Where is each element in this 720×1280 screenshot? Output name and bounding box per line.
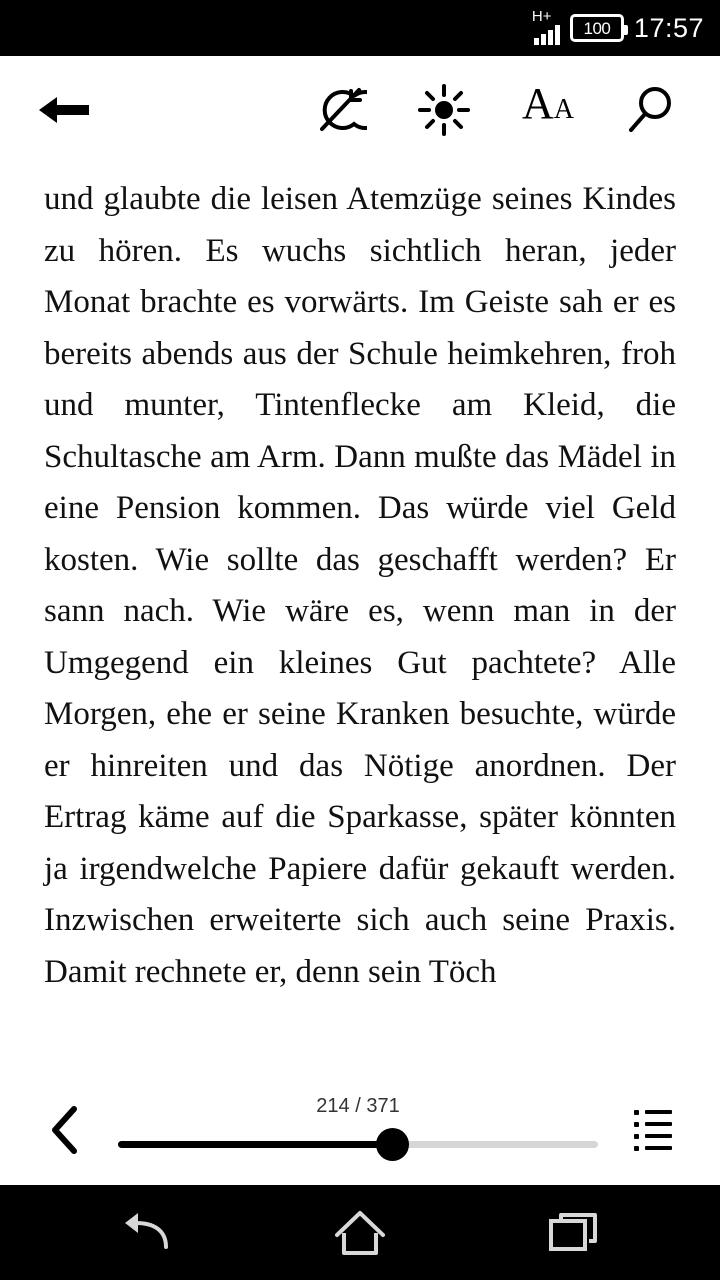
slider-track[interactable] bbox=[118, 1141, 598, 1148]
slider-thumb[interactable] bbox=[376, 1128, 409, 1161]
network-type-label: H+ bbox=[531, 8, 552, 25]
brightness-icon[interactable] bbox=[416, 82, 472, 138]
page-slider[interactable] bbox=[118, 1095, 598, 1165]
font-size-icon-large-a: A bbox=[521, 79, 554, 128]
nav-home-icon[interactable] bbox=[315, 1198, 405, 1268]
nav-recents-icon[interactable] bbox=[528, 1198, 618, 1268]
toolbar-left bbox=[36, 82, 92, 138]
reader-toolbar bbox=[0, 56, 720, 164]
toolbar-actions bbox=[312, 79, 680, 138]
toc-icon-lines bbox=[634, 1110, 672, 1151]
table-of-contents-icon[interactable] bbox=[624, 1100, 682, 1160]
reader-bottom-bar bbox=[0, 1075, 720, 1185]
slider-fill bbox=[118, 1141, 392, 1148]
previous-page-icon[interactable] bbox=[38, 1100, 92, 1160]
network-status bbox=[531, 8, 560, 45]
status-clock: 17:57 bbox=[633, 12, 704, 43]
nav-back-icon[interactable] bbox=[102, 1198, 192, 1268]
signal-bars-icon bbox=[534, 23, 560, 45]
font-size-icon-small-a: A bbox=[553, 94, 574, 125]
font-size-icon[interactable] bbox=[520, 79, 576, 138]
battery-level-label: 100 bbox=[583, 18, 611, 38]
status-bar bbox=[0, 0, 720, 56]
book-page[interactable] bbox=[0, 164, 720, 1075]
search-icon[interactable] bbox=[624, 82, 680, 138]
back-arrow-icon[interactable] bbox=[36, 82, 92, 138]
android-nav-bar bbox=[0, 1185, 720, 1280]
page-indicator: 214 / 371 bbox=[316, 1095, 400, 1117]
status-bar-right bbox=[531, 8, 704, 45]
battery-icon bbox=[570, 14, 624, 42]
page-text: und glaubte die leisen Atemzüge seines Kindes zu hören. Es wuchs sichtlich heran, jeder Monat brachte es vorwärts. Im Geiste sah er es bereits abends aus der Schule heimkehren, froh und munter, Tintenflecke am Kleid, die Schultasche am Arm. Dann mußte das Mädel in eine Pension kommen. Das würde viel Geld kosten. Wie sollte das geschafft werden? Er sann nach. Wie wäre es, wenn man in der Umgegend ein kleines Gut pachtete? Alle Morgen, ehe er seine Kranken besuchte, würde er hinreiten und das Nötige anordnen. Der Ertrag käme auf die Sparkasse, später könnten ja irgendwelche Papiere dafür gekauft werden. Inzwischen erweiterte sich auch seine Praxis. Damit rechnete er, denn sein Töch bbox=[44, 181, 676, 990]
no-sync-icon[interactable] bbox=[312, 82, 368, 138]
